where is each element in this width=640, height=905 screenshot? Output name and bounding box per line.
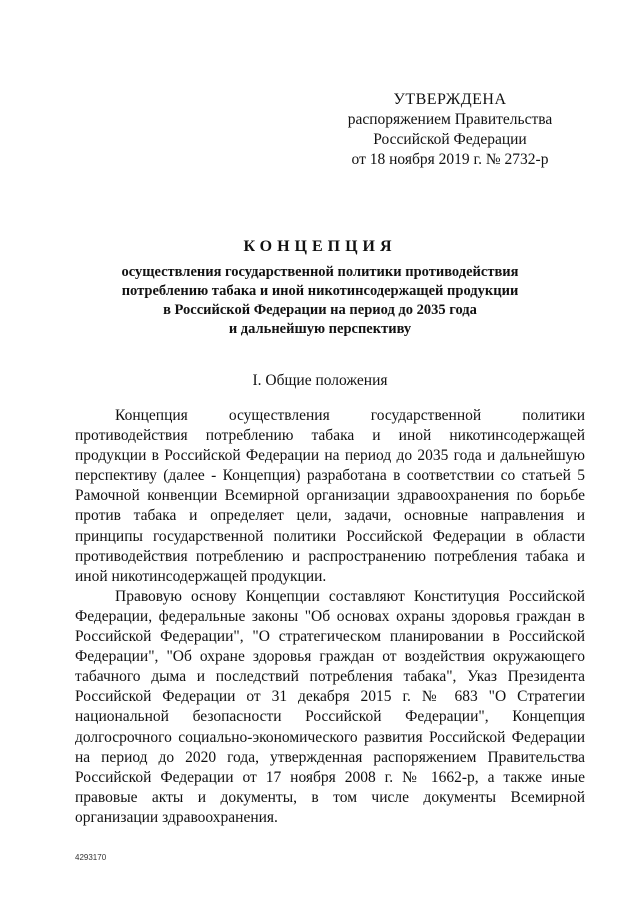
section-heading: I. Общие положения xyxy=(252,372,388,389)
approval-stamp-title: УТВЕРЖДЕНА xyxy=(393,91,507,108)
subtitle-line-2: потреблению табака и иной никотинсодержащей продукции xyxy=(121,283,519,299)
document-title: КОНЦЕПЦИЯ xyxy=(243,238,397,255)
approval-line-3: от 18 ноября 2019 г. № 2732-р xyxy=(351,151,549,168)
paragraph-1: Концепция осуществления государственной политики противодействия потреблению табака и иной никотинсодержащей продукции в Российской Федерации на период до 2035 года и дальнейшую перспективу (далее - Концепция) разработана в соответствии со статьей 5 Рамочной конвенции Всемирной организации здравоохранения по борьбе против табака и определяет цели, задачи, основные направления и принципы государственной политики Российской Федерации в области противодействия потреблению и распространению потребления табака и иной никотинсодержащей продукции. xyxy=(75,407,585,585)
approval-block xyxy=(340,90,560,170)
body-text xyxy=(75,406,585,828)
approval-line-1: распоряжением Правительства xyxy=(347,111,553,128)
approval-line-2: Российской Федерации xyxy=(373,131,527,148)
document-subtitle xyxy=(60,263,580,339)
subtitle-line-4: и дальнейшую перспективу xyxy=(228,321,412,337)
paragraph-2: Правовую основу Концепции составляют Конституция Российской Федерации, федеральные законы "Об основах охраны здоровья граждан в Российской Федерации", "О стратегическом планировании в Российской Федерации", "Об охране здоровья граждан от воздействия окружающего табачного дыма и последствий потребления табака", Указ Президента Российской Федерации от 31 декабря 2015 г. № 683 "О Стратегии национальной безопасности Российской Федерации", Концепция долгосрочного социально-экономического развития Российской Федерации на период до 2020 года, утвержденная распоряжением Правительства Российской Федерации от 17 ноября 2008 г. № 1662-р, а также иные правовые акты и документы, в том числе документы Всемирной организации здравоохранения. xyxy=(75,587,585,826)
document-number: 4293170 xyxy=(75,853,107,862)
subtitle-line-1: осуществления государственной политики противодействия xyxy=(121,264,519,280)
subtitle-line-3: в Российской Федерации на период до 2035 года xyxy=(163,302,477,318)
